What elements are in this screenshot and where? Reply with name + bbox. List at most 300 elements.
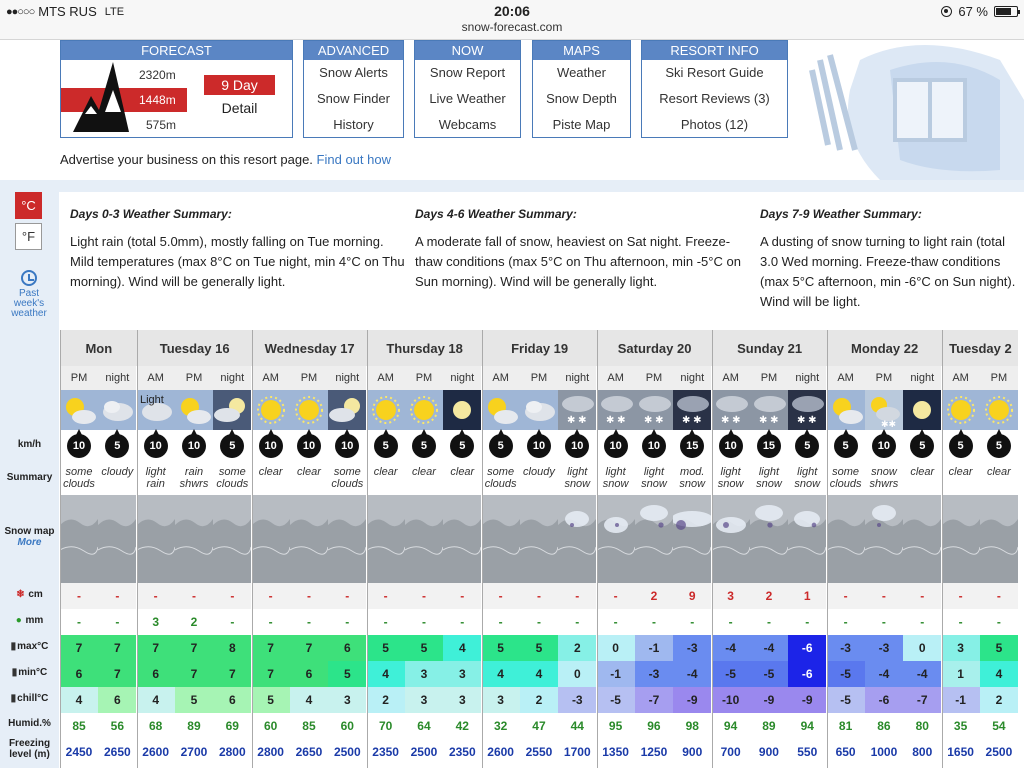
svg-text:✱✱: ✱✱ [880,419,897,429]
day-divider [367,330,368,768]
snow-map-thumbnail[interactable] [673,495,711,583]
max-temp-cell: 0 [597,635,635,661]
humidity-cell: 54 [980,713,1018,739]
humidity-row-label: Humid.% [8,718,51,729]
battery-label: 67 % [958,4,988,19]
status-bar [0,0,1024,40]
summary-days-4-6 [415,204,755,292]
freezing-level-cell: 2800 [213,739,251,765]
summary-title: Days 4-6 Weather Summary: [415,207,577,221]
snow-icon [712,390,750,430]
clock-icon [21,270,37,286]
wind-arrow-icon: 10 [297,434,321,458]
humidity-cell: 44 [558,713,596,739]
snow-report-link[interactable]: Snow Report [429,65,506,80]
wind-arrow-icon: 5 [949,434,973,458]
elevation-top[interactable]: 2320m [139,68,176,82]
snow-cm-cell: - [597,583,635,609]
snow-cm-cell: 2 [635,583,673,609]
summary-text: A dusting of snow turning to light rain (total 3.0 Wed morning. Freeze-thaw conditions (max 5°C afternoon, min -6°C on Sun night). Wind will be light. [760,234,1016,309]
photos-link[interactable]: Photos (12) [680,117,749,132]
wind-chill-cell: -9 [750,687,788,713]
max-temp-cell: -3 [865,635,903,661]
wind-chill-cell: -10 [712,687,750,713]
summary-days-7-9 [760,204,1024,312]
wind-arrow-icon: 5 [795,434,819,458]
freezing-level-cell: 2500 [405,739,443,765]
snow-map-thumbnail[interactable] [558,495,596,583]
snow-unit: cm [28,589,43,600]
advert-line [60,152,391,167]
period-label: PM [520,366,558,390]
max-temp-cell: -3 [673,635,711,661]
period-label: night [673,366,711,390]
max-temp-cell: 5 [367,635,405,661]
period-label: night [213,366,251,390]
wind-cell [558,430,596,460]
humidity-cell: 70 [367,713,405,739]
wind-arrow-icon: 10 [182,434,206,458]
elevation-selector [61,60,292,138]
wind-cell [367,430,405,460]
day-divider [252,330,253,768]
weather-summary: clear [910,466,935,478]
wind-chill-cell: -5 [827,687,865,713]
snow-map-thumbnail[interactable] [328,495,366,583]
snow-map-thumbnail[interactable] [213,495,251,583]
wind-cell [290,430,328,460]
min-temp-cell: 3 [443,661,481,687]
wind-chill-cell: -7 [635,687,673,713]
carrier-label: MTS RUS [38,4,97,19]
min-temp-cell: 4 [482,661,520,687]
wind-chill-cell: 3 [405,687,443,713]
weather-summary: some clouds [216,466,249,490]
freezing-level-cell: 1650 [942,739,980,765]
snow-cm-cell: - [942,583,980,609]
resort-info-header: RESORT INFO [642,41,787,60]
rain-mm-cell: - [712,609,750,635]
min-temp-cell: 6 [290,661,328,687]
wind-cell [673,430,711,460]
min-temp-cell: 4 [367,661,405,687]
nine-day-button[interactable]: 9 Day [204,75,275,95]
period-label: AM [942,366,980,390]
humidity-cell: 98 [673,713,711,739]
humidity-cell: 94 [788,713,826,739]
wind-cell [252,430,290,460]
snow-map-thumbnail[interactable] [712,495,750,583]
max-temp-cell: 3 [942,635,980,661]
snow-icon [635,390,673,430]
wind-cell [597,430,635,460]
wind-chill-cell: 6 [98,687,136,713]
freezing-level-cell: 700 [712,739,750,765]
rain-mm-cell: - [980,609,1018,635]
snow-icon [597,390,635,430]
wind-chill-cell: 3 [328,687,366,713]
day-divider [137,330,138,768]
rain-mm-cell: - [482,609,520,635]
freezing-level-cell: 2350 [367,739,405,765]
piste-map-link[interactable]: Piste Map [552,117,611,132]
snow-map-thumbnail[interactable] [367,495,405,583]
max-row-label [0,641,59,652]
url-bar[interactable]: snow-forecast.com [461,20,563,34]
freezing-level-cell: 2650 [98,739,136,765]
period-label: night [788,366,826,390]
max-temp-cell: 4 [443,635,481,661]
wind-cell [520,430,558,460]
wind-cell [750,430,788,460]
snow-cm-cell: 3 [712,583,750,609]
min-temp-cell: -4 [903,661,941,687]
weather-summary: snow shwrs [869,466,899,490]
webcams-link[interactable]: Webcams [438,117,497,132]
battery-icon [994,6,1018,17]
snow-cm-cell: - [137,583,175,609]
wind-chill-cell: 3 [482,687,520,713]
wind-cell [213,430,251,460]
moon-cloud-icon [213,390,251,430]
wind-arrow-icon: 5 [105,434,129,458]
wind-chill-cell: 5 [175,687,213,713]
humidity-cell: 89 [175,713,213,739]
snow-icon [558,390,596,430]
snow-map-thumbnail[interactable] [520,495,558,583]
rain-mm-cell: - [750,609,788,635]
snow-cm-cell: - [520,583,558,609]
freezing-level-cell: 900 [750,739,788,765]
snow-cm-cell: 2 [750,583,788,609]
weather-summary: light snow [717,466,744,490]
chill-unit: chill°C [17,693,49,704]
humidity-cell: 64 [405,713,443,739]
min-temp-cell: 6 [137,661,175,687]
snow-cm-cell: 1 [788,583,826,609]
snow-cm-cell: 9 [673,583,711,609]
rain-mm-cell: - [788,609,826,635]
wind-chill-cell: -5 [597,687,635,713]
snow-map-thumbnail[interactable] [942,495,980,583]
snow-map-thumbnail[interactable] [827,495,865,583]
max-temp-cell: 5 [482,635,520,661]
snow-cm-cell: - [252,583,290,609]
forecast-table [60,330,1024,768]
rain-mm-cell: - [520,609,558,635]
wind-chill-cell: -3 [558,687,596,713]
sun-icon [942,390,980,430]
summary-text: Light rain (total 5.0mm), mostly falling on Tue morning. Mild temperatures (max 8°C on Tue night, min 4°C on Thu morning). Wind will be generally light. [70,234,405,289]
max-temp-cell: -3 [827,635,865,661]
wind-arrow-icon: 10 [642,434,666,458]
max-temp-cell: 2 [558,635,596,661]
cloud-icon [98,390,136,430]
wind-cell [903,430,941,460]
min-temp-cell: 5 [328,661,366,687]
sun-cloud-icon [60,390,98,430]
wind-arrow-icon: 10 [335,434,359,458]
snow-cm-cell: - [865,583,903,609]
svg-text:✱ ✱: ✱ ✱ [567,415,587,426]
snow-map-thumbnail[interactable] [443,495,481,583]
max-temp-cell: -4 [750,635,788,661]
min-temp-cell: 6 [60,661,98,687]
max-unit: max°C [17,641,49,652]
summary-title: Days 7-9 Weather Summary: [760,207,922,221]
freezing-level-cell: 900 [673,739,711,765]
snow-map-thumbnail[interactable] [750,495,788,583]
humidity-cell: 60 [328,713,366,739]
rain-mm-cell: - [673,609,711,635]
rain-mm-cell: 3 [137,609,175,635]
period-label: AM [137,366,175,390]
past-weather-link[interactable] [3,270,55,319]
weather-summary: light snow [756,466,782,490]
wind-chill-cell: -1 [942,687,980,713]
wind-cell [712,430,750,460]
snow-night-icon [788,390,826,430]
snow-map-thumbnail[interactable] [137,495,175,583]
snow-map-thumbnail[interactable] [980,495,1018,583]
min-temp-cell: -5 [750,661,788,687]
wind-row-label: km/h [17,439,42,450]
period-label: PM [750,366,788,390]
rain-mm-cell: - [60,609,98,635]
summary-title: Days 0-3 Weather Summary: [70,207,232,221]
wind-arrow-icon: 5 [489,434,513,458]
min-temp-cell: 1 [942,661,980,687]
wind-arrow-icon: 5 [834,434,858,458]
rotation-lock-icon [941,6,952,17]
snow-alerts-link[interactable]: Snow Alerts [319,65,388,80]
humidity-cell: 35 [942,713,980,739]
snow-map-thumbnail[interactable] [788,495,826,583]
sun-icon [405,390,443,430]
snow-row-label [0,589,59,600]
snow-map-thumbnail[interactable] [252,495,290,583]
svg-text:Light: Light [139,394,164,406]
wind-chill-cell: -9 [673,687,711,713]
hero-illustration [800,40,1024,180]
snowflake-icon: ❄ [16,589,25,600]
live-weather-link[interactable]: Live Weather [429,91,506,106]
freezing-level-cell: 2800 [252,739,290,765]
max-temp-cell: 7 [137,635,175,661]
rain-mm-cell: - [98,609,136,635]
svg-text:✱ ✱: ✱ ✱ [797,415,817,426]
fahrenheit-button[interactable]: °F [15,223,42,250]
weather-summary: light snow [641,466,667,490]
svg-text:✱ ✱: ✱ ✱ [720,415,741,426]
snowmap-more-link[interactable]: More [17,537,42,548]
snow-map-thumbnail[interactable] [482,495,520,583]
elevation-bottom[interactable]: 575m [146,118,177,132]
snow-cm-cell: - [443,583,481,609]
day-header: Saturday 20 [597,330,712,366]
rain-mm-cell: - [328,609,366,635]
weather-summary: some clouds [331,466,364,490]
wind-cell [635,430,673,460]
freezing-level-cell: 550 [788,739,826,765]
freezing-level-cell: 800 [903,739,941,765]
weather-summary: clear [258,466,283,478]
period-label: PM [60,366,98,390]
wind-arrow-icon: 10 [67,434,91,458]
humidity-cell: 56 [98,713,136,739]
snow-cm-cell: - [980,583,1018,609]
min-temp-cell: 0 [558,661,596,687]
wind-arrow-icon: 15 [680,434,704,458]
sun-icon [980,390,1018,430]
advanced-nav [303,40,404,138]
snow-cm-cell: - [328,583,366,609]
wind-arrow-icon: 10 [872,434,896,458]
snowmap-label: Snow map [4,526,55,537]
maps-header: MAPS [533,41,630,60]
rain-mm-cell: - [597,609,635,635]
rain-mm-cell: - [635,609,673,635]
weather-summary: clear [450,466,475,478]
wind-arrow-icon: 5 [374,434,398,458]
min-temp-cell: -5 [712,661,750,687]
day-header: Tuesday 16 [137,330,252,366]
now-header: NOW [415,41,520,60]
wind-chill-cell: -9 [788,687,826,713]
min-temp-cell: 4 [980,661,1018,687]
weather-summary: clear [948,466,973,478]
resort-info-nav [641,40,788,138]
weather-summary: some clouds [63,466,95,490]
light-icon [137,390,175,430]
min-unit: min°C [18,667,48,678]
snow-cm-cell: - [482,583,520,609]
max-temp-cell: 5 [520,635,558,661]
snow-cm-cell: - [405,583,443,609]
snow-map-thumbnail[interactable] [865,495,903,583]
summary-days-0-3 [70,204,410,292]
wind-chill-cell: 4 [137,687,175,713]
min-temp-cell: -4 [673,661,711,687]
resort-reviews-link[interactable]: Resort Reviews (3) [659,91,770,106]
max-temp-cell: 7 [252,635,290,661]
summary-top-band [59,180,1024,192]
min-temp-cell: 7 [252,661,290,687]
snow-finder-link[interactable]: Snow Finder [317,91,390,106]
max-temp-cell: 8 [213,635,251,661]
freezing-level-cell: 2450 [60,739,98,765]
wind-chill-cell: -6 [865,687,903,713]
weather-summary: clear [297,466,321,478]
snow-cm-cell: - [98,583,136,609]
rain-mm-cell: - [443,609,481,635]
period-label: AM [712,366,750,390]
weather-summary: some clouds [484,466,517,490]
period-label: night [558,366,596,390]
humidity-cell: 94 [712,713,750,739]
history-link[interactable]: History [333,117,374,132]
min-temp-cell: 7 [175,661,213,687]
day-header: Sunday 21 [712,330,827,366]
ski-resort-guide-link[interactable]: Ski Resort Guide [665,65,764,80]
snow-map-thumbnail[interactable] [597,495,635,583]
wind-cell [405,430,443,460]
mountain-icon [69,60,133,138]
wind-cell [60,430,98,460]
period-label: PM [175,366,213,390]
rain-mm-cell: - [558,609,596,635]
weather-map-link[interactable]: Weather [557,65,606,80]
sun-snow-icon [865,390,903,430]
day-divider [60,330,61,768]
period-label: PM [405,366,443,390]
snow-cm-cell: - [827,583,865,609]
snow-map-thumbnail[interactable] [98,495,136,583]
period-label: night [328,366,366,390]
snow-depth-link[interactable]: Snow Depth [546,91,617,106]
period-label: PM [635,366,673,390]
celsius-button[interactable]: °C [15,192,42,219]
max-temp-cell: 7 [98,635,136,661]
wind-cell [827,430,865,460]
max-temp-cell: 7 [60,635,98,661]
detail-link[interactable]: Detail [221,100,258,116]
snow-map-thumbnail[interactable] [635,495,673,583]
elevation-mid[interactable]: 1448m [139,93,176,107]
weather-summary: light snow [794,466,821,490]
thermometer-icon: ▮ [11,667,18,678]
summary-row-label: Summary [6,472,53,483]
humidity-cell: 60 [252,713,290,739]
day-header: Wednesday 17 [252,330,367,366]
wind-chill-cell: 3 [443,687,481,713]
min-temp-cell: -4 [865,661,903,687]
rain-mm-cell: - [865,609,903,635]
forecast-header: FORECAST [61,41,292,60]
period-label: AM [597,366,635,390]
max-temp-cell: -6 [788,635,826,661]
snow-map-thumbnail[interactable] [290,495,328,583]
period-label: PM [865,366,903,390]
freezing-level-cell: 2600 [482,739,520,765]
find-out-how-link[interactable]: Find out how [316,152,391,167]
wind-arrow-icon: 5 [450,434,474,458]
signal-icon: ●●○○○ [6,5,35,18]
day-divider [712,330,713,768]
max-temp-cell: 7 [290,635,328,661]
freezing-level-cell: 2650 [290,739,328,765]
now-nav [414,40,521,138]
rain-mm-cell: - [367,609,405,635]
snow-cm-cell: - [558,583,596,609]
snow-map-thumbnail[interactable] [405,495,443,583]
snow-map-thumbnail[interactable] [175,495,213,583]
min-temp-cell: 7 [213,661,251,687]
wind-chill-cell: 6 [213,687,251,713]
snow-map-thumbnail[interactable] [60,495,98,583]
moon-cloud-icon [328,390,366,430]
weather-summary: mod. snow [679,466,706,490]
humidity-cell: 95 [597,713,635,739]
maps-nav [532,40,631,138]
snow-night-icon [673,390,711,430]
day-divider [482,330,483,768]
left-panel [0,180,59,768]
snow-map-thumbnail[interactable] [903,495,941,583]
humidity-cell: 85 [60,713,98,739]
day-header: Friday 19 [482,330,597,366]
sun-cloud-icon [827,390,865,430]
